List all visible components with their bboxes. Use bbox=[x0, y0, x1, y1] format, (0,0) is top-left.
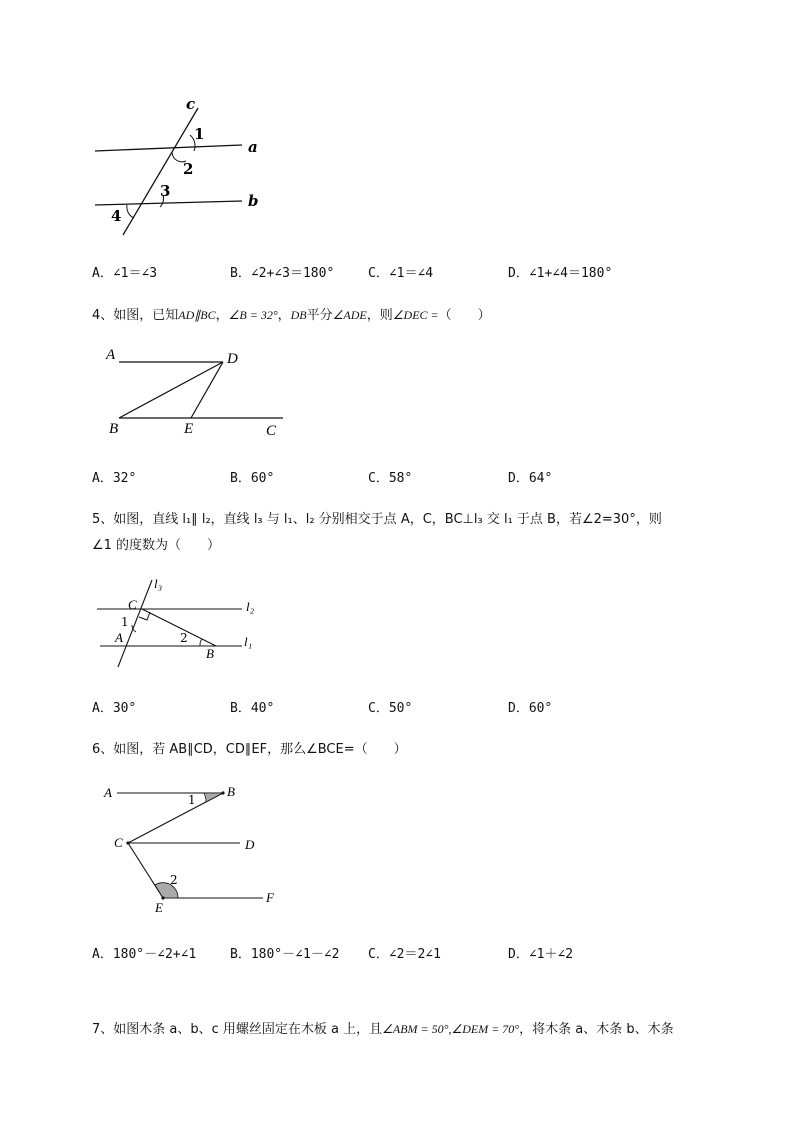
label-E: E bbox=[155, 900, 163, 915]
q7-stem: 7、如图木条 a、b、c 用螺丝固定在木板 a 上，且∠ABM = 50°,∠DEM = 70°，将木条 a、木条 b、木条 bbox=[92, 1022, 674, 1037]
label-D: D bbox=[245, 837, 255, 852]
q5-option-a: A．30° bbox=[92, 701, 137, 716]
q3-option-c: C．∠1＝∠4 bbox=[368, 266, 434, 281]
label-F: F bbox=[266, 890, 274, 905]
label-D: D bbox=[227, 351, 238, 367]
label-3: 3 bbox=[160, 182, 171, 200]
q3-option-d: D．∠1+∠4＝180° bbox=[508, 266, 613, 281]
q4-option-a: A．32° bbox=[92, 471, 137, 486]
q3-option-b: B．∠2+∠3＝180° bbox=[230, 266, 335, 281]
q5-figure bbox=[92, 574, 272, 674]
q6-option-c: C．∠2＝2∠1 bbox=[368, 947, 441, 962]
label-C: C bbox=[266, 423, 277, 439]
label-1: 1 bbox=[194, 125, 205, 143]
q4-option-c: C．58° bbox=[368, 471, 413, 486]
label-A: A bbox=[104, 785, 112, 800]
line-CB bbox=[142, 609, 216, 646]
q3-option-a: A．∠1＝∠3 bbox=[92, 266, 158, 281]
shaded-angle-1 bbox=[204, 793, 223, 802]
q3-figure bbox=[90, 95, 280, 245]
label-B: B bbox=[206, 646, 214, 661]
label-l2: l₂ bbox=[246, 599, 255, 614]
label-E: E bbox=[184, 421, 194, 437]
point-B bbox=[221, 791, 224, 794]
label-B: B bbox=[109, 421, 119, 437]
label-1: 1 bbox=[188, 793, 196, 807]
label-C: C bbox=[128, 597, 137, 612]
label-2: 2 bbox=[183, 160, 194, 178]
line-a bbox=[95, 145, 242, 151]
q5-option-b: B．40° bbox=[230, 701, 275, 716]
label-B: B bbox=[227, 784, 235, 799]
q5-option-d: D．60° bbox=[508, 701, 553, 716]
q4-figure bbox=[100, 342, 300, 442]
label-C: C bbox=[114, 835, 123, 850]
label-2: 2 bbox=[180, 631, 188, 645]
label-A: A bbox=[106, 347, 116, 363]
label-4: 4 bbox=[111, 207, 122, 225]
q6-figure bbox=[100, 780, 290, 915]
q6-stem: 6、如图，若 AB∥CD，CD∥EF，那么∠BCE=（ ） bbox=[92, 742, 407, 757]
point-C bbox=[126, 841, 129, 844]
label-l1: l₁ bbox=[244, 634, 253, 649]
label-l3: l₃ bbox=[154, 576, 163, 591]
q6-option-b: B．180°－∠1－∠2 bbox=[230, 947, 340, 962]
q6-option-a: A．180°－∠2+∠1 bbox=[92, 947, 197, 962]
label-A: A bbox=[115, 630, 123, 645]
q5-option-c: C．50° bbox=[368, 701, 413, 716]
label-b: b bbox=[248, 192, 259, 210]
label-a: a bbox=[248, 138, 258, 156]
arc-angle-4 bbox=[127, 205, 134, 218]
line-b bbox=[95, 201, 242, 205]
q4-stem: 4、如图，已知AD∥BC，∠B = 32°，DB平分∠ADE，则∠DEC =（ ） bbox=[92, 308, 491, 323]
arc-angle-2 bbox=[200, 639, 202, 646]
q5-stem-line2: ∠1 的度数为（ ） bbox=[92, 538, 221, 553]
label-c: c bbox=[186, 95, 196, 113]
q5-stem-line1: 5、如图，直线 l₁∥ l₂，直线 l₃ 与 l₁、l₂ 分别相交于点 A，C，BC⊥l₃ 交 l₁ 于点 B，若∠2=30°，则 bbox=[92, 512, 662, 527]
q4-option-d: D．64° bbox=[508, 471, 553, 486]
label-2: 2 bbox=[170, 873, 178, 887]
right-angle-mark bbox=[139, 612, 150, 620]
q4-option-b: B．60° bbox=[230, 471, 275, 486]
q6-option-d: D．∠1＋∠2 bbox=[508, 947, 574, 962]
label-1: 1 bbox=[121, 615, 129, 629]
